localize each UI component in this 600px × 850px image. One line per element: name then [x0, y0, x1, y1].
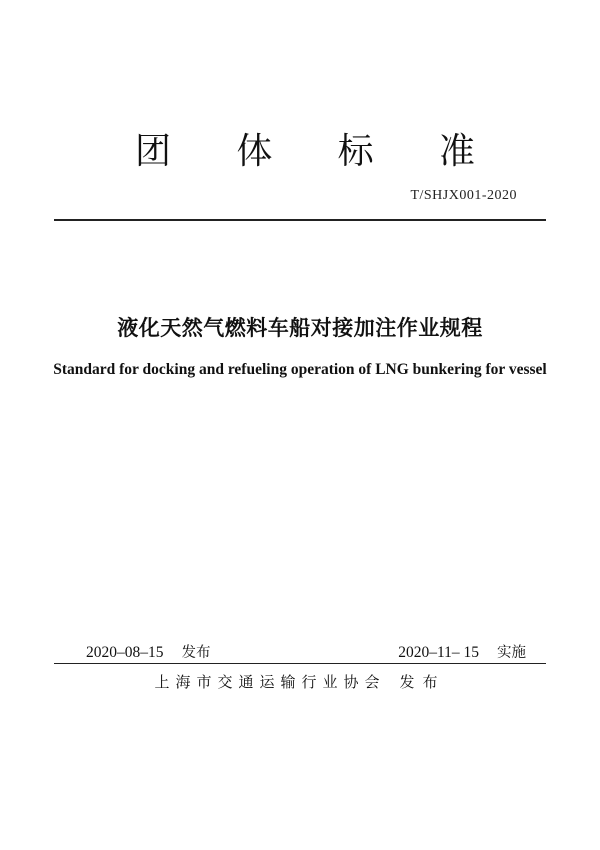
publisher-action: 发布: [399, 673, 446, 691]
title-char-4: 准: [438, 131, 475, 172]
publisher-name: 上海市交通运输行业协会: [154, 673, 386, 691]
top-divider: [54, 219, 546, 221]
implement-date: 2020–11– 15: [398, 644, 479, 661]
standard-type-title: [135, 132, 475, 172]
implement-label: 实施: [497, 645, 526, 661]
standard-number: T/SHJX001-2020: [410, 188, 517, 203]
publish-date: 2020–08–15: [86, 644, 164, 661]
implement-date-group: [398, 641, 526, 662]
publisher-line: [0, 671, 600, 692]
title-char-2: 体: [236, 131, 273, 172]
bottom-divider: [54, 663, 546, 664]
title-char-3: 标: [337, 131, 374, 172]
publish-label: 发布: [181, 645, 211, 661]
document-title-en: Standard for docking and refueling operation of LNG bunkering for vessel: [53, 361, 547, 378]
title-char-1: 团: [135, 131, 172, 172]
publish-date-group: [86, 641, 211, 662]
document-title-cn: 液化天然气燃料车船对接加注作业规程: [117, 316, 483, 340]
